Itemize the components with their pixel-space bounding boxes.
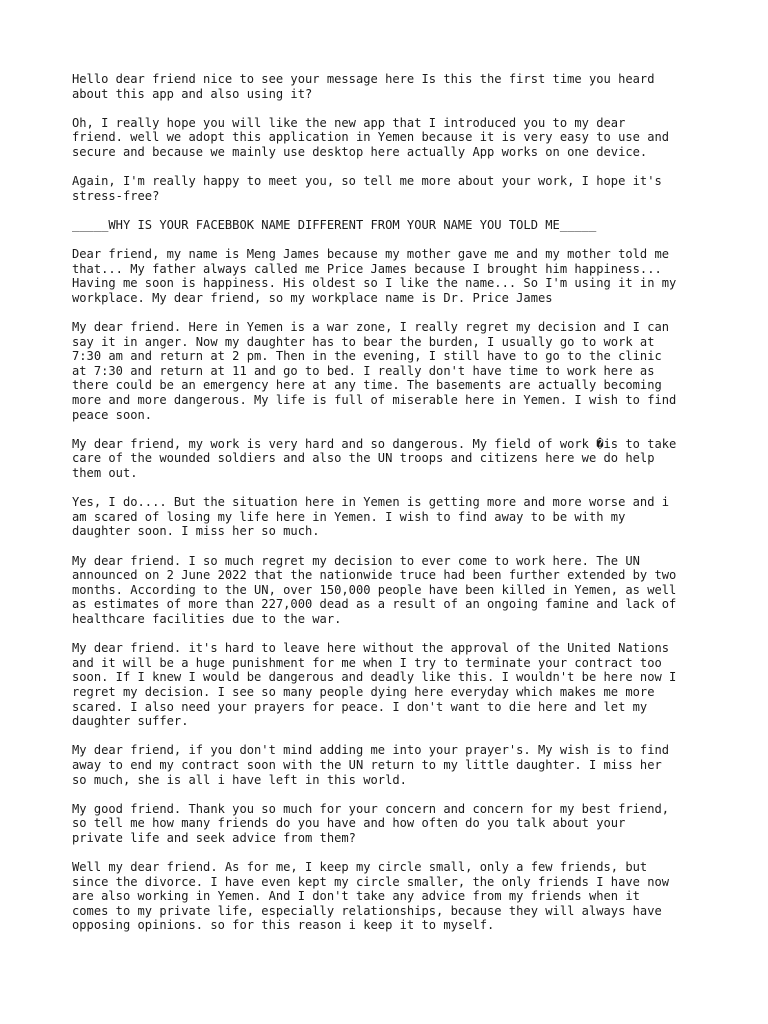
paragraph-situation: Yes, I do.... But the situation here in Yemen is getting more and more worse and i am scared of losing my life here in Yemen. I wish to find away to be with my daughter soon. I miss her so much. — [72, 495, 670, 539]
paragraph-prayers: My dear friend, if you don't mind adding me into your prayer's. My wish is to find away to end my contract soon with the UN return to my little daughter. I miss her so much, she is all i have left in this world. — [72, 743, 670, 787]
document-page — [72, 72, 702, 948]
paragraph-un-truce: My dear friend. I so much regret my decision to ever come to work here. The UN announced on 2 June 2022 that the nationwide truce had been further extended by two months. According to the UN, over 150,000 people have been killed in Yemen, as well as estimates of more than 227,000 dead as a result of an ongoing famine and lack of healthcare facilities due to the war. — [72, 553, 677, 626]
paragraph-meet-you: Again, I'm really happy to meet you, so tell me more about your work, I hope it's stress-free? — [72, 174, 662, 203]
paragraph-work-field: My dear friend, my work is very hard and so dangerous. My field of work �is to take care of the wounded soldiers and also the UN troops and citizens here we do help them out. — [72, 436, 677, 481]
paragraph-war-zone: My dear friend. Here in Yemen is a war zone, I really regret my decision and I can say it in anger. Now my daughter has to bear the burden, I usually go to work at 7:30 am and return at 2 pm. Then in the evening, I still have to go to the clinic at 7:30 and return at 11 and go to bed. I really don't have time to work here as there could be an emergency here at any time. The basements are actually becoming more and more dangerous. My life is full of miserable here in Yemen. I wish to find peace soon. — [72, 320, 677, 422]
paragraph-friends-question: My good friend. Thank you so much for your concern and concern for my best friend, so tell me how many friends do you have and how often do you talk about your private life and seek advice from them? — [72, 801, 670, 845]
paragraph-greeting: Hello dear friend nice to see your message here Is this the first time you heard about this app and also using it? — [72, 72, 655, 101]
paragraph-question-heading: _____WHY IS YOUR FACEBBOK NAME DIFFERENT FROM YOUR NAME YOU TOLD ME_____ — [72, 217, 597, 232]
paragraph-name-explanation: Dear friend, my name is Meng James because my mother gave me and my mother told me that... My father always called me Price James because I brought him happiness... Having me soon is happiness. His oldest so I like the name... So I'm using it in my workplace. My dear friend, so my workplace name is Dr. Price James — [72, 247, 677, 305]
paragraph-circle-small: Well my dear friend. As for me, I keep my circle small, only a few friends, but since the divorce. I have even kept my circle smaller, the only friends I have now are also working in Yemen. And I don't take any advice from my friends when it comes to my private life, especially relationships, because they will always have opposing opinions. so for this reason i keep it to myself. — [72, 860, 670, 933]
paragraph-leave-approval: My dear friend. it's hard to leave here without the approval of the United Nations and it will be a huge punishment for me when I try to terminate your contract too soon. If I knew I would be dangerous and deadly like this. I wouldn't be here now I regret my decision. I see so many people dying here everyday which makes me more scared. I also need your prayers for peace. I don't want to die here and let my daughter suffer. — [72, 641, 677, 729]
paragraph-app-intro: Oh, I really hope you will like the new app that I introduced you to my dear friend. well we adopt this application in Yemen because it is very easy to use and secure and because we mainly use desktop here actually App works on one device. — [72, 115, 670, 159]
